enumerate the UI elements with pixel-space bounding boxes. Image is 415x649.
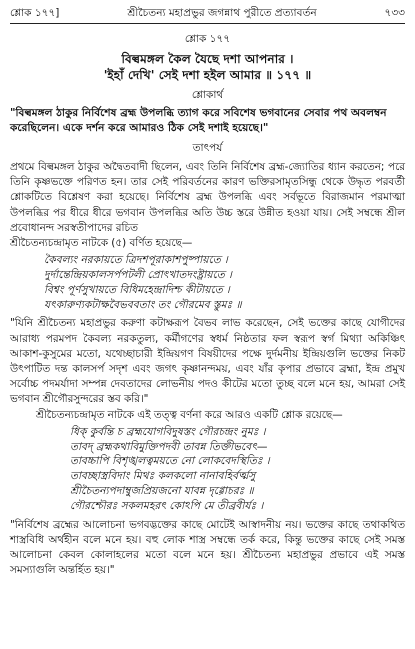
purport-paragraph-2: "যিনি শ্রীচৈতন্য মহাপ্রভুর করুণা কটাক্ষরূপ বৈভব লাভ করেছেন, সেই ভক্তের কাছে যোগীদের আরাধ্য পরমপদ কৈবল্য নরকতুল্য, কর্মীগণের স্বধর্ম নিষ্ঠতার ফল স্বরূপ স্বর্গ মিথ্যা অকিঞ্চিৎ আকাশ-কুসুমের মতো, যথেচ্ছাচারী ইন্দ্রিয়গণ বিষয়ীদের পক্ষে দুর্দমনীয় ইন্দ্রিয়গুলি ভক্তের নিকট উৎপাটিত দন্ত কালসর্প সদৃশ এবং জগৎ কৃষ্ণানন্দময়, এবং যাঁর কৃপার প্রভাবে ব্রহ্মা, ইন্দ্র প্রমুখ সর্বোচ্চ পদমর্যাদা সম্পন্ন দেবতাদের লোভনীয় পদও কীটের মতো তুচ্ছ বলে মনে হয়, আমরা সেই ভগবান শ্রীগৌরসুন্দরের স্তব করি।" xyxy=(10,317,405,406)
header-page-number: ৭৩৩ xyxy=(384,7,405,19)
verse-number: শ্লোক ১৭৭ xyxy=(184,33,231,45)
quote-block-1 xyxy=(10,253,405,312)
verse-line-1: বিল্বমঙ্গল কৈল যৈছে দশা আপনার । xyxy=(121,52,294,66)
header-verse-ref: শ্লোক ১৭৭] xyxy=(10,7,60,19)
quote-line: যৎকারুণ্যকটাক্ষবৈভববতাং তং গৌরমেব স্তুমঃ ॥ xyxy=(44,298,242,311)
translation-text: "বিল্বমঙ্গল ঠাকুর নির্বিশেষ ব্রহ্ম উপলব্ধি ত্যাগ করে সবিশেষ ভগবানের সেবার পথ অবলম্বন করেছিলেন। একে দর্শন করে আমারও ঠিক সেই দশাই হয়েছে।" xyxy=(10,107,387,134)
quote-line: তাবচ্চাপি বিশৃঙ্খলত্বময়তে নো লোকবেদস্থিতিঃ । xyxy=(70,455,270,468)
page-header xyxy=(10,6,405,20)
translation-heading: শ্লোকার্থ xyxy=(191,89,224,101)
verse-line-2: 'ইহাঁ দেখি' সেই দশা হইল আমার ॥ ১৭৭ ॥ xyxy=(103,68,312,82)
header-chapter-title: শ্রীচৈতন্য মহাপ্রভুর জগন্নাথ পুরীতে প্রত্যাবর্তন xyxy=(127,7,317,19)
quote-line: শ্রীচৈতন্যপদাম্বুজপ্রিয়জনো যাবন্ন দৃগ্গোচরঃ ॥ xyxy=(70,485,254,498)
purport-paragraph-1: প্রথমে বিল্বমঙ্গল ঠাকুর অদ্বৈতবাদী ছিলেন, এবং তিনি নির্বিশেষ ব্রহ্ম-জ্যোতির ধ্যান করতেন; পরে তিনি কৃষ্ণভক্তে পরিণত হন। তার সেই পরিবর্তনের কারণ ভক্তিরসামৃতসিন্ধু থেকে উদ্ধৃত পরবর্তী শ্লোকটিতে বিশ্লেষণ করা হয়েছে। নির্বিশেষ ব্রহ্ম উপলব্ধি এবং সর্বভূতে বিরাজমান পরমাত্মা উপলব্ধির পর ধীরে ধীরে ভগবান উপলব্ধির অতি উচ্চ স্তরে উন্নীত হওয়া যায়। সেই সম্বন্ধে শ্রীল প্রবোধানন্দ সরস্বতীপাদের রচিত xyxy=(10,161,405,234)
header-divider xyxy=(10,23,405,24)
quote-line: কৈবল্যং নরকায়তে ত্রিদশপূরাকাশপুষ্পায়তে । xyxy=(44,254,228,267)
quote-line: তাবদ্ ব্রহ্মকথাবিমুক্তিপদবী তাবন্ন তিক্তীভবেৎ— xyxy=(70,440,268,453)
purport-paragraph-3: "নির্বিশেষ ব্রহ্মের আলোচনা ভগবদ্ভক্তের কাছে মোটেই আস্বাদনীয় নয়। ভক্তের কাছে তথাকথিত শাস্ত্রবিধি অর্থহীন বলে মনে হয়। বহু লোক শাস্ত্র সম্বন্ধে তর্ক করে, কিন্তু ভক্তের কাছে সেই সমস্ত আলোচনা কেবল কোলাহলের মতো বলে মনে হয়। শ্রীচৈতন্য মহাপ্রভুর প্রভাবে এই সমস্ত সমস্যাগুলি অন্তর্হিত হয়।" xyxy=(10,518,405,577)
quote-line: দুর্দান্তেন্দ্রিয়কালসর্পপটলী প্রোৎখাতদংষ্ট্রায়তে । xyxy=(44,269,232,282)
quote-block-2 xyxy=(10,425,405,514)
purport-heading: তাৎপর্য xyxy=(192,142,223,154)
purport-source-1: শ্রীচৈতন্যচন্দ্রামৃত নাটকে (৫) বর্ণিত হয়েছে— xyxy=(10,237,193,250)
quote-line: ধিক্ কুর্বন্তি চ ব্রহ্মযোগবিদুষস্তং গৌরচন্দ্রং নুমঃ । xyxy=(70,425,266,438)
quote-line: তাবচ্ছাস্ত্রবিদাং মিথঃ কলকলো নানাবহির্বর্ত্মসু xyxy=(70,470,256,483)
quote-line: বিশ্বং পূর্ণসুখায়তে বিধিমহেন্দ্রাদিশ্চ কীটায়তে । xyxy=(44,283,230,296)
purport-source-2: শ্রীচৈতন্যচন্দ্রামৃত নাটকে এই তত্ত্ব বর্ণনা করে আরও একটি শ্লোক রয়েছে— xyxy=(36,408,343,421)
quote-line: গৌরশ্চৌরঃ সকলমহরৎ কোঽপি মে তীব্রবীর্যঃ । xyxy=(70,499,264,512)
